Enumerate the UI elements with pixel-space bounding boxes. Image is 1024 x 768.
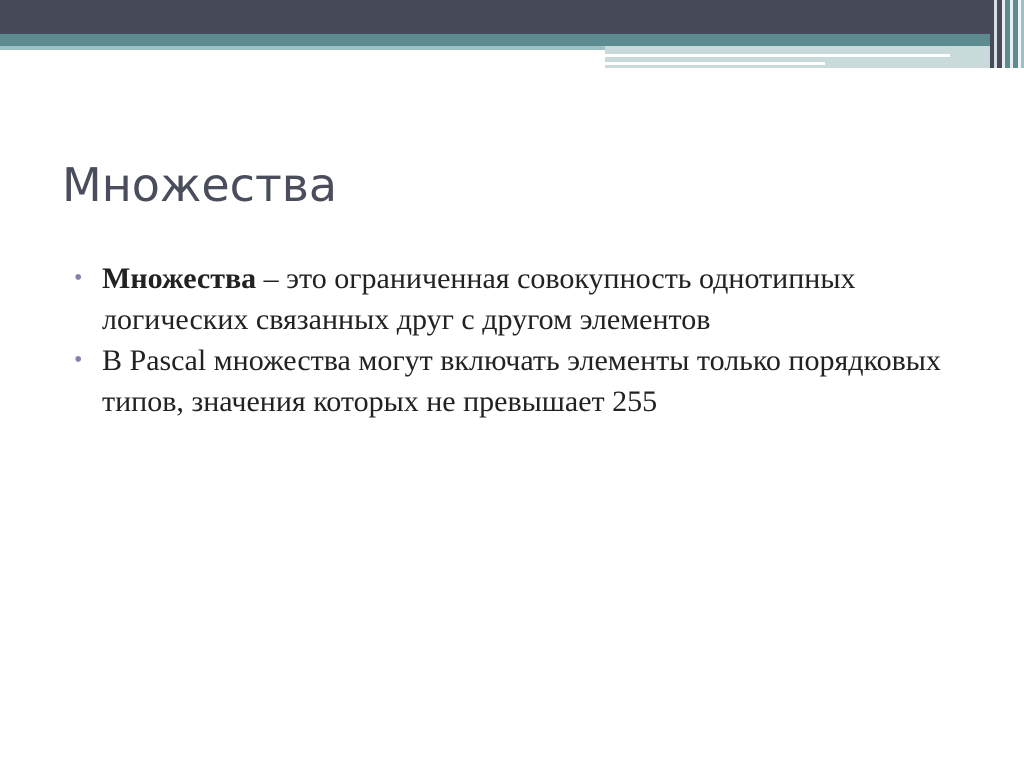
bullet-text: В Pascal множества могут включать элементы только порядковых типов, значения которых не превышает 255 — [102, 344, 941, 418]
header-right-line — [605, 62, 825, 65]
header-band-teal-light — [0, 46, 605, 50]
bullet-list — [70, 258, 970, 422]
header-band-dark — [0, 0, 1024, 34]
slide-title: Множества — [62, 158, 338, 212]
bullet-text: – это ограниченная совокупность однотипных логических связанных друг с другом элементов — [102, 262, 856, 336]
header-right-line — [605, 54, 950, 57]
header-vertical-stripes — [990, 0, 1024, 68]
header-band-teal — [0, 34, 1024, 46]
bullet-item-definition — [70, 258, 970, 340]
bullet-term: Множества — [102, 262, 257, 295]
bullet-icon: • — [74, 265, 83, 291]
bullet-item-pascal — [70, 340, 970, 422]
bullet-icon: • — [74, 347, 83, 373]
